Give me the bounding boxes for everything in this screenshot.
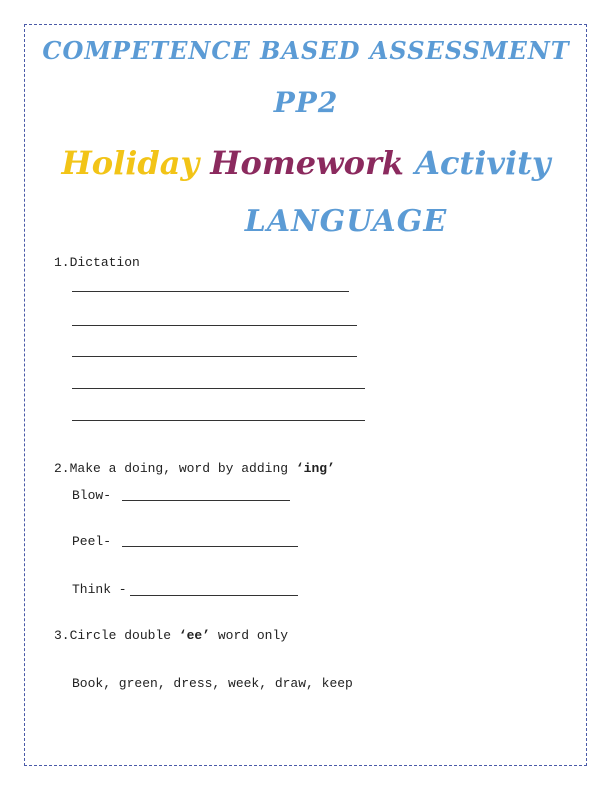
- grade-label: PP2: [273, 86, 339, 119]
- activity-title: [0, 144, 612, 182]
- dictation-line-3[interactable]: [72, 356, 357, 357]
- item-peel-answer-line[interactable]: [122, 546, 298, 547]
- assessment-title: COMPETENCE BASED ASSESSMENT: [42, 36, 570, 65]
- question-3-prompt-before: Circle double: [69, 628, 179, 643]
- question-3-number: 3.: [54, 628, 70, 643]
- item-blow-answer-line[interactable]: [122, 500, 290, 501]
- page-border: [24, 24, 587, 766]
- activity-word-homework: Homework: [210, 144, 404, 182]
- question-1-number: 1.: [54, 255, 70, 270]
- question-3-prompt-after: word only: [210, 628, 289, 643]
- item-blow-label: Blow-: [72, 488, 112, 503]
- item-think-answer-line[interactable]: [130, 595, 298, 596]
- item-think-label: Think -: [72, 582, 127, 597]
- question-3: [54, 628, 288, 643]
- item-peel-label: Peel-: [72, 534, 112, 549]
- question-1-label: Dictation: [69, 255, 140, 270]
- question-2-suffix: ‘ing’: [295, 461, 335, 476]
- subject-label: LANGUAGE: [244, 204, 448, 239]
- activity-word-activity: Activity: [415, 144, 551, 182]
- question-2-prompt: Make a doing, word by adding: [69, 461, 296, 476]
- dictation-line-1[interactable]: [72, 291, 349, 292]
- dictation-line-2[interactable]: [72, 325, 357, 326]
- question-2: [54, 461, 335, 476]
- question-1: [54, 255, 140, 270]
- dictation-line-4[interactable]: [72, 388, 365, 389]
- activity-word-holiday: Holiday: [61, 144, 200, 182]
- dictation-line-5[interactable]: [72, 420, 365, 421]
- question-3-word-list: Book, green, dress, week, draw, keep: [72, 676, 353, 691]
- question-2-number: 2.: [54, 461, 70, 476]
- question-3-target: ‘ee’: [178, 628, 211, 643]
